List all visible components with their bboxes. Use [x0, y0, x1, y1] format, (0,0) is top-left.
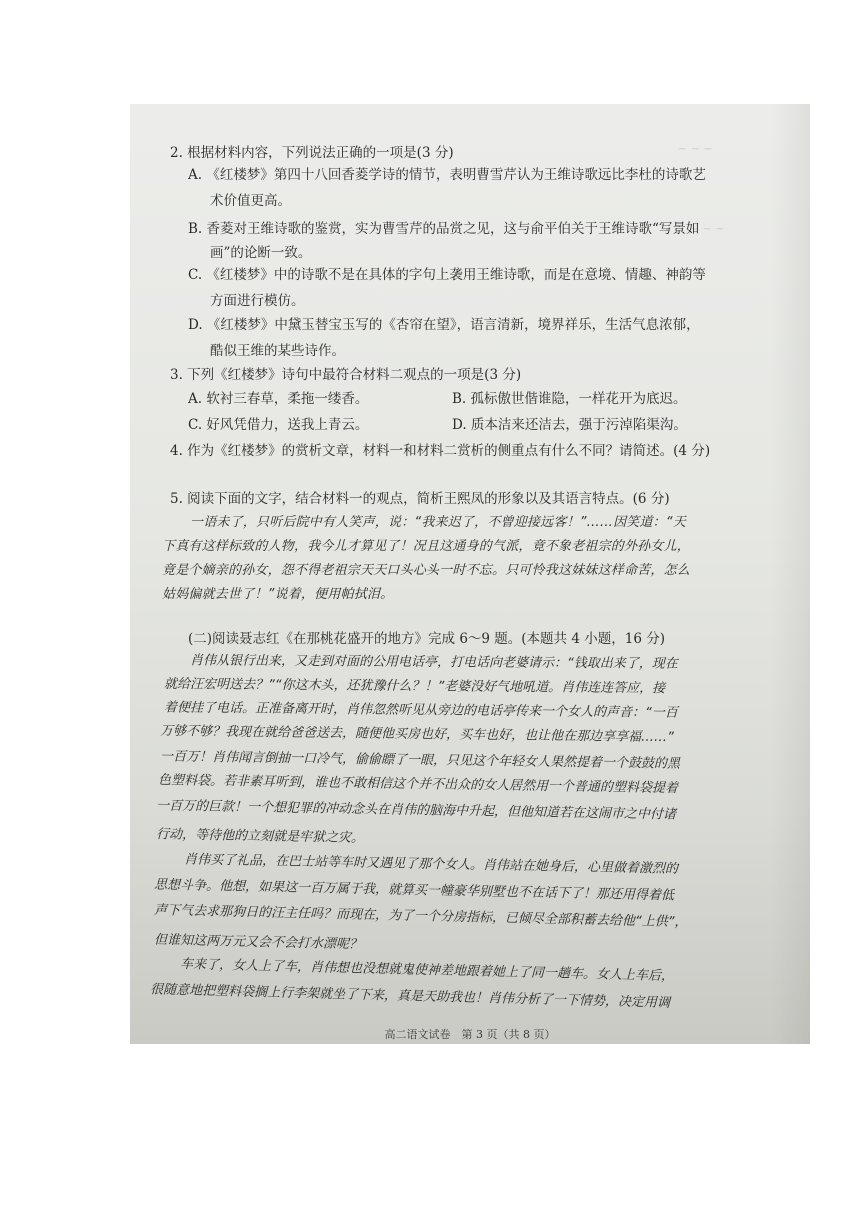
bleed-through-mark: ~ ~ ~ [678, 142, 713, 155]
q5-passage-line: 一语未了，只听后院中有人笑声，说：“我来迟了，不曾迎接远客！”……因笑道：“天 [190, 515, 687, 530]
q3-option-b: B. 孤标傲世偕谁隐，一样花开为底迟。 [452, 391, 687, 407]
q2-option-a-cont: 术价值更高。 [210, 193, 291, 209]
story-line: 色塑料袋。若非素耳听到，谁也不敢相信这个并不出众的女人居然用一个普通的塑料袋提着 [157, 772, 679, 797]
story-line: 思想斗争。他想，如果这一百万属于我，就算买一幢豪华别墅也不在话下了！那还用得着低 [153, 877, 675, 904]
q3-option-c: C. 好风凭借力，送我上青云。 [188, 417, 369, 433]
story-line: 万够不够？我现在就给爸爸送去，随便他买房也好，买车也好，也让他在那边享享福……” [159, 723, 674, 746]
story-line: 肖伟买了礼品，在巴士站等车时又遇见了那个女人。肖伟站在她身后，心里做着激烈的 [183, 852, 679, 877]
q5-passage-line: 姑妈偏就去世了！”说着，便用帕拭泪。 [162, 587, 394, 602]
q4-stem: 4. 作为《红楼梦》的赏析文章，材料一和材料二赏析的侧重点有什么不同？请简述。(4 分) [170, 443, 711, 459]
story-line: 行动，等待他的立刻就是牢狱之灾。 [155, 827, 365, 846]
q2-option-d: D. 《红楼梦》中黛玉替宝玉写的《杏帘在望》，语言清新，境界祥乐，生活气息浓郁， [188, 317, 700, 333]
section-heading: (二)阅读聂志红《在那桃花盛开的地方》完成 6～9 题。(本题共 4 小题，16 分) [188, 631, 665, 647]
q2-stem: 2. 根据材料内容，下列说法正确的一项是(3 分) [170, 145, 454, 161]
story-line: 就给汪宏明送去？”“你这木头，还犹豫什么？！”老婆没好气地吼道。肖伟连连答应，接 [163, 676, 666, 697]
q2-option-d-cont: 酷似王维的某些诗作。 [210, 343, 345, 359]
q2-option-a: A. 《红楼梦》第四十八回香菱学诗的情节，表明曹雪芹认为王维诗歌远比李杜的诗歌艺 [188, 167, 706, 183]
story-line: 车来了，女人上了车，肖伟想也没想就鬼使神差地跟着她上了同一趟车。女人上车后， [179, 956, 675, 985]
q2-option-c-cont: 方面进行模仿。 [210, 293, 305, 309]
story-line: 着便挂了电话。正准备离开时，肖伟忽然听见从旁边的电话亭传来一个女人的声音：“一百 [163, 700, 678, 721]
q5-passage-line: 竟是个嫡亲的孙女，怨不得老祖宗天天口头心头一时不忘。只可怜我这妹妹这样命苦，怎么 [162, 563, 691, 578]
story-line: 一百万！肖伟闻言倒抽一口冷气，偷偷瞟了一眼，只见这个年轻女人果然提着一个鼓鼓的黑 [159, 749, 681, 772]
story-line: 很随意地把塑料袋搁上行李架就坐了下来，真是天助我也！肖伟分析了一下情势，决定用调 [149, 982, 671, 1011]
q3-stem: 3. 下列《红楼梦》诗句中最符合材料二观点的一项是(3 分) [170, 367, 522, 383]
story-line: 声下气去求那狗日的汪主任吗？而现在，为了一个分房指标，已倾尽全部积蓄去给他“上供”， [153, 902, 688, 931]
story-line: 肖伟从银行出来，又走到对面的公用电话亭，打电话向老婆请示：“钱取出来了，现在 [189, 653, 678, 672]
q5-passage-line: 下真有这样标致的人物，我今儿才算见了！况且这通身的气派，竟不象老祖宗的外孙女儿， [162, 539, 691, 554]
q2-option-c: C. 《红楼梦》中的诗歌不是在具体的字句上袭用王维诗歌，而是在意境、情趣、神韵等 [188, 267, 706, 283]
q3-option-d: D. 质本洁来还洁去，强于污淖陷渠沟。 [452, 417, 687, 433]
q2-option-b: B. 香菱对王维诗歌的鉴赏，实为曹雪芹的品赏之见，这与俞平伯关于王维诗歌“写景如 [188, 221, 700, 237]
story-line: 一百万的巨款！一个想犯罪的冲动念头在肖伟的脑海中升起，但他知道若在这闹市之中付诸 [155, 798, 677, 823]
bleed-through-mark: ~ ~ ~ [690, 222, 725, 235]
q5-stem: 5. 阅读下面的文字，结合材料一的观点，简析王熙凤的形象以及其语言特点。(6 分) [170, 491, 670, 507]
page-footer: 高二语文试卷 第 3 页（共 8 页） [384, 1028, 556, 1041]
story-line: 但谁知这两万元又会不会打水漂呢？ [153, 932, 363, 953]
q2-option-b-cont: 画”的论断一致。 [210, 245, 312, 261]
exam-page-photo [130, 104, 810, 1044]
q3-option-a: A. 软衬三春草，柔拖一缕香。 [188, 391, 369, 407]
